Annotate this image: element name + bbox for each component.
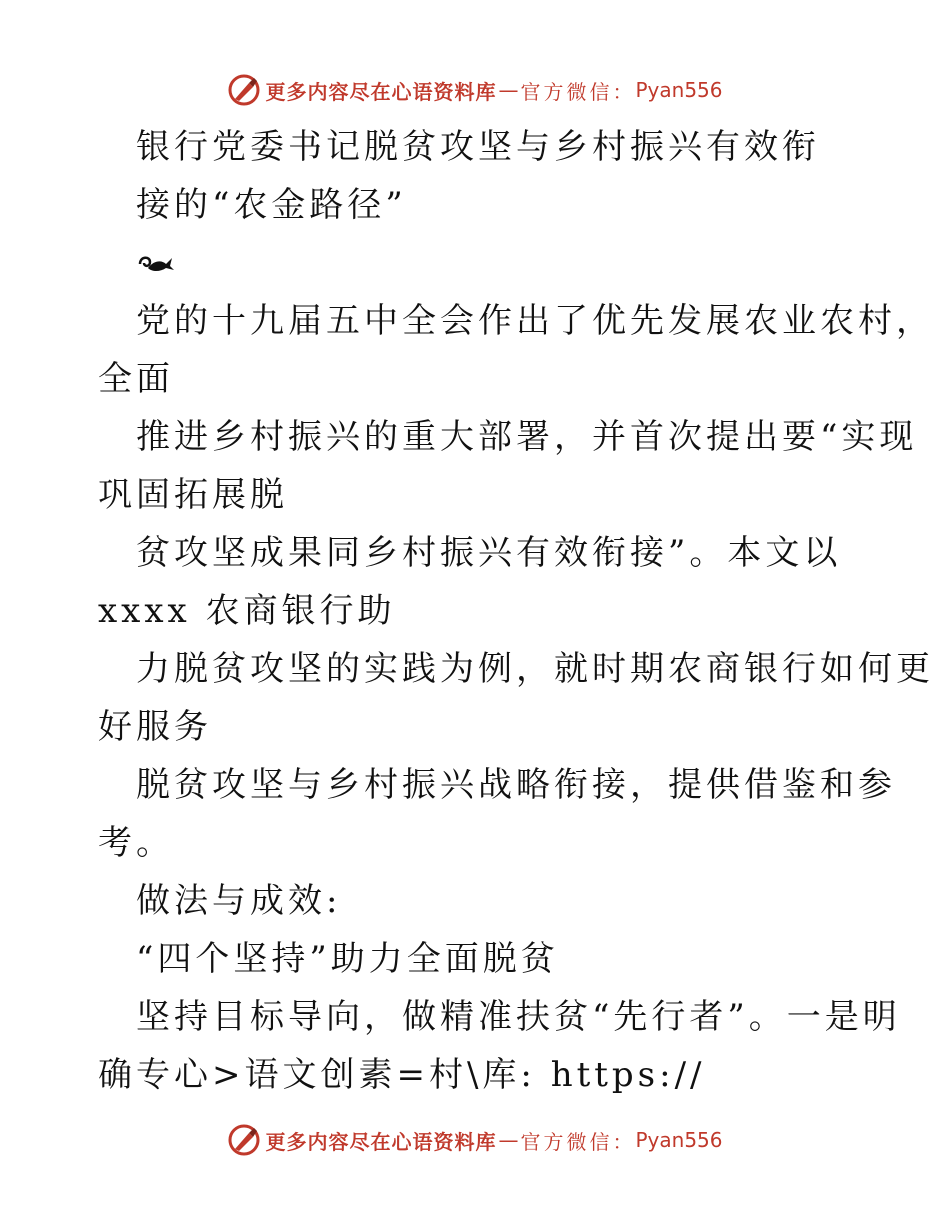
paragraph-line: 全面 xyxy=(98,359,174,399)
paragraph-line: 确专心>语文创素=村\库: https:// xyxy=(98,1055,706,1095)
document-title-line-1: 银行党委书记脱贫攻坚与乡村振兴有效衔 xyxy=(136,127,820,167)
banner-title: 更多内容尽在心语资料库 xyxy=(265,79,497,104)
section-heading: 做法与成效: xyxy=(136,881,342,921)
paragraph-line: 坚持目标导向，做精准扶贫“先行者”。一是明 xyxy=(136,997,901,1037)
ornament-line xyxy=(98,234,858,292)
banner-label: 官方微信： xyxy=(520,79,636,104)
paragraph-line: 贫攻坚成果同乡村振兴有效衔接”。本文以 xyxy=(136,533,842,573)
banner-separator: — xyxy=(498,78,519,102)
document-body xyxy=(98,118,934,1104)
document-title-line-2: 接的“农金路径” xyxy=(136,185,407,225)
banner-wechat-id: Pyan556 xyxy=(635,78,723,102)
paragraph-line: xxxx 农商银行助 xyxy=(98,591,396,631)
footer-watermark-banner xyxy=(0,1120,950,1160)
banner-label: 官方微信： xyxy=(520,1129,636,1154)
pen-logo-icon xyxy=(227,73,261,107)
header-watermark-banner xyxy=(0,70,950,110)
paragraph-line: 巩固拓展脱 xyxy=(98,475,288,515)
paragraph-line: 力脱贫攻坚的实践为例，就时期农商银行如何更 xyxy=(136,649,934,689)
paragraph-line: 好服务 xyxy=(98,707,212,747)
pen-logo-icon xyxy=(227,1123,261,1157)
subsection-heading: “四个坚持”助力全面脱贫 xyxy=(136,939,559,979)
banner-wechat-id: Pyan556 xyxy=(635,1128,723,1152)
banner-separator: — xyxy=(498,1128,519,1152)
paragraph-line: 推进乡村振兴的重大部署，并首次提出要“实现 xyxy=(136,417,918,457)
paragraph-line: 考。 xyxy=(98,823,174,863)
fleuron-icon xyxy=(136,234,176,292)
paragraph-line: 脱贫攻坚与乡村振兴战略衔接，提供借鉴和参 xyxy=(136,765,896,805)
paragraph-line: 党的十九届五中全会作出了优先发展农业农村， xyxy=(136,301,934,341)
banner-title: 更多内容尽在心语资料库 xyxy=(265,1129,497,1154)
